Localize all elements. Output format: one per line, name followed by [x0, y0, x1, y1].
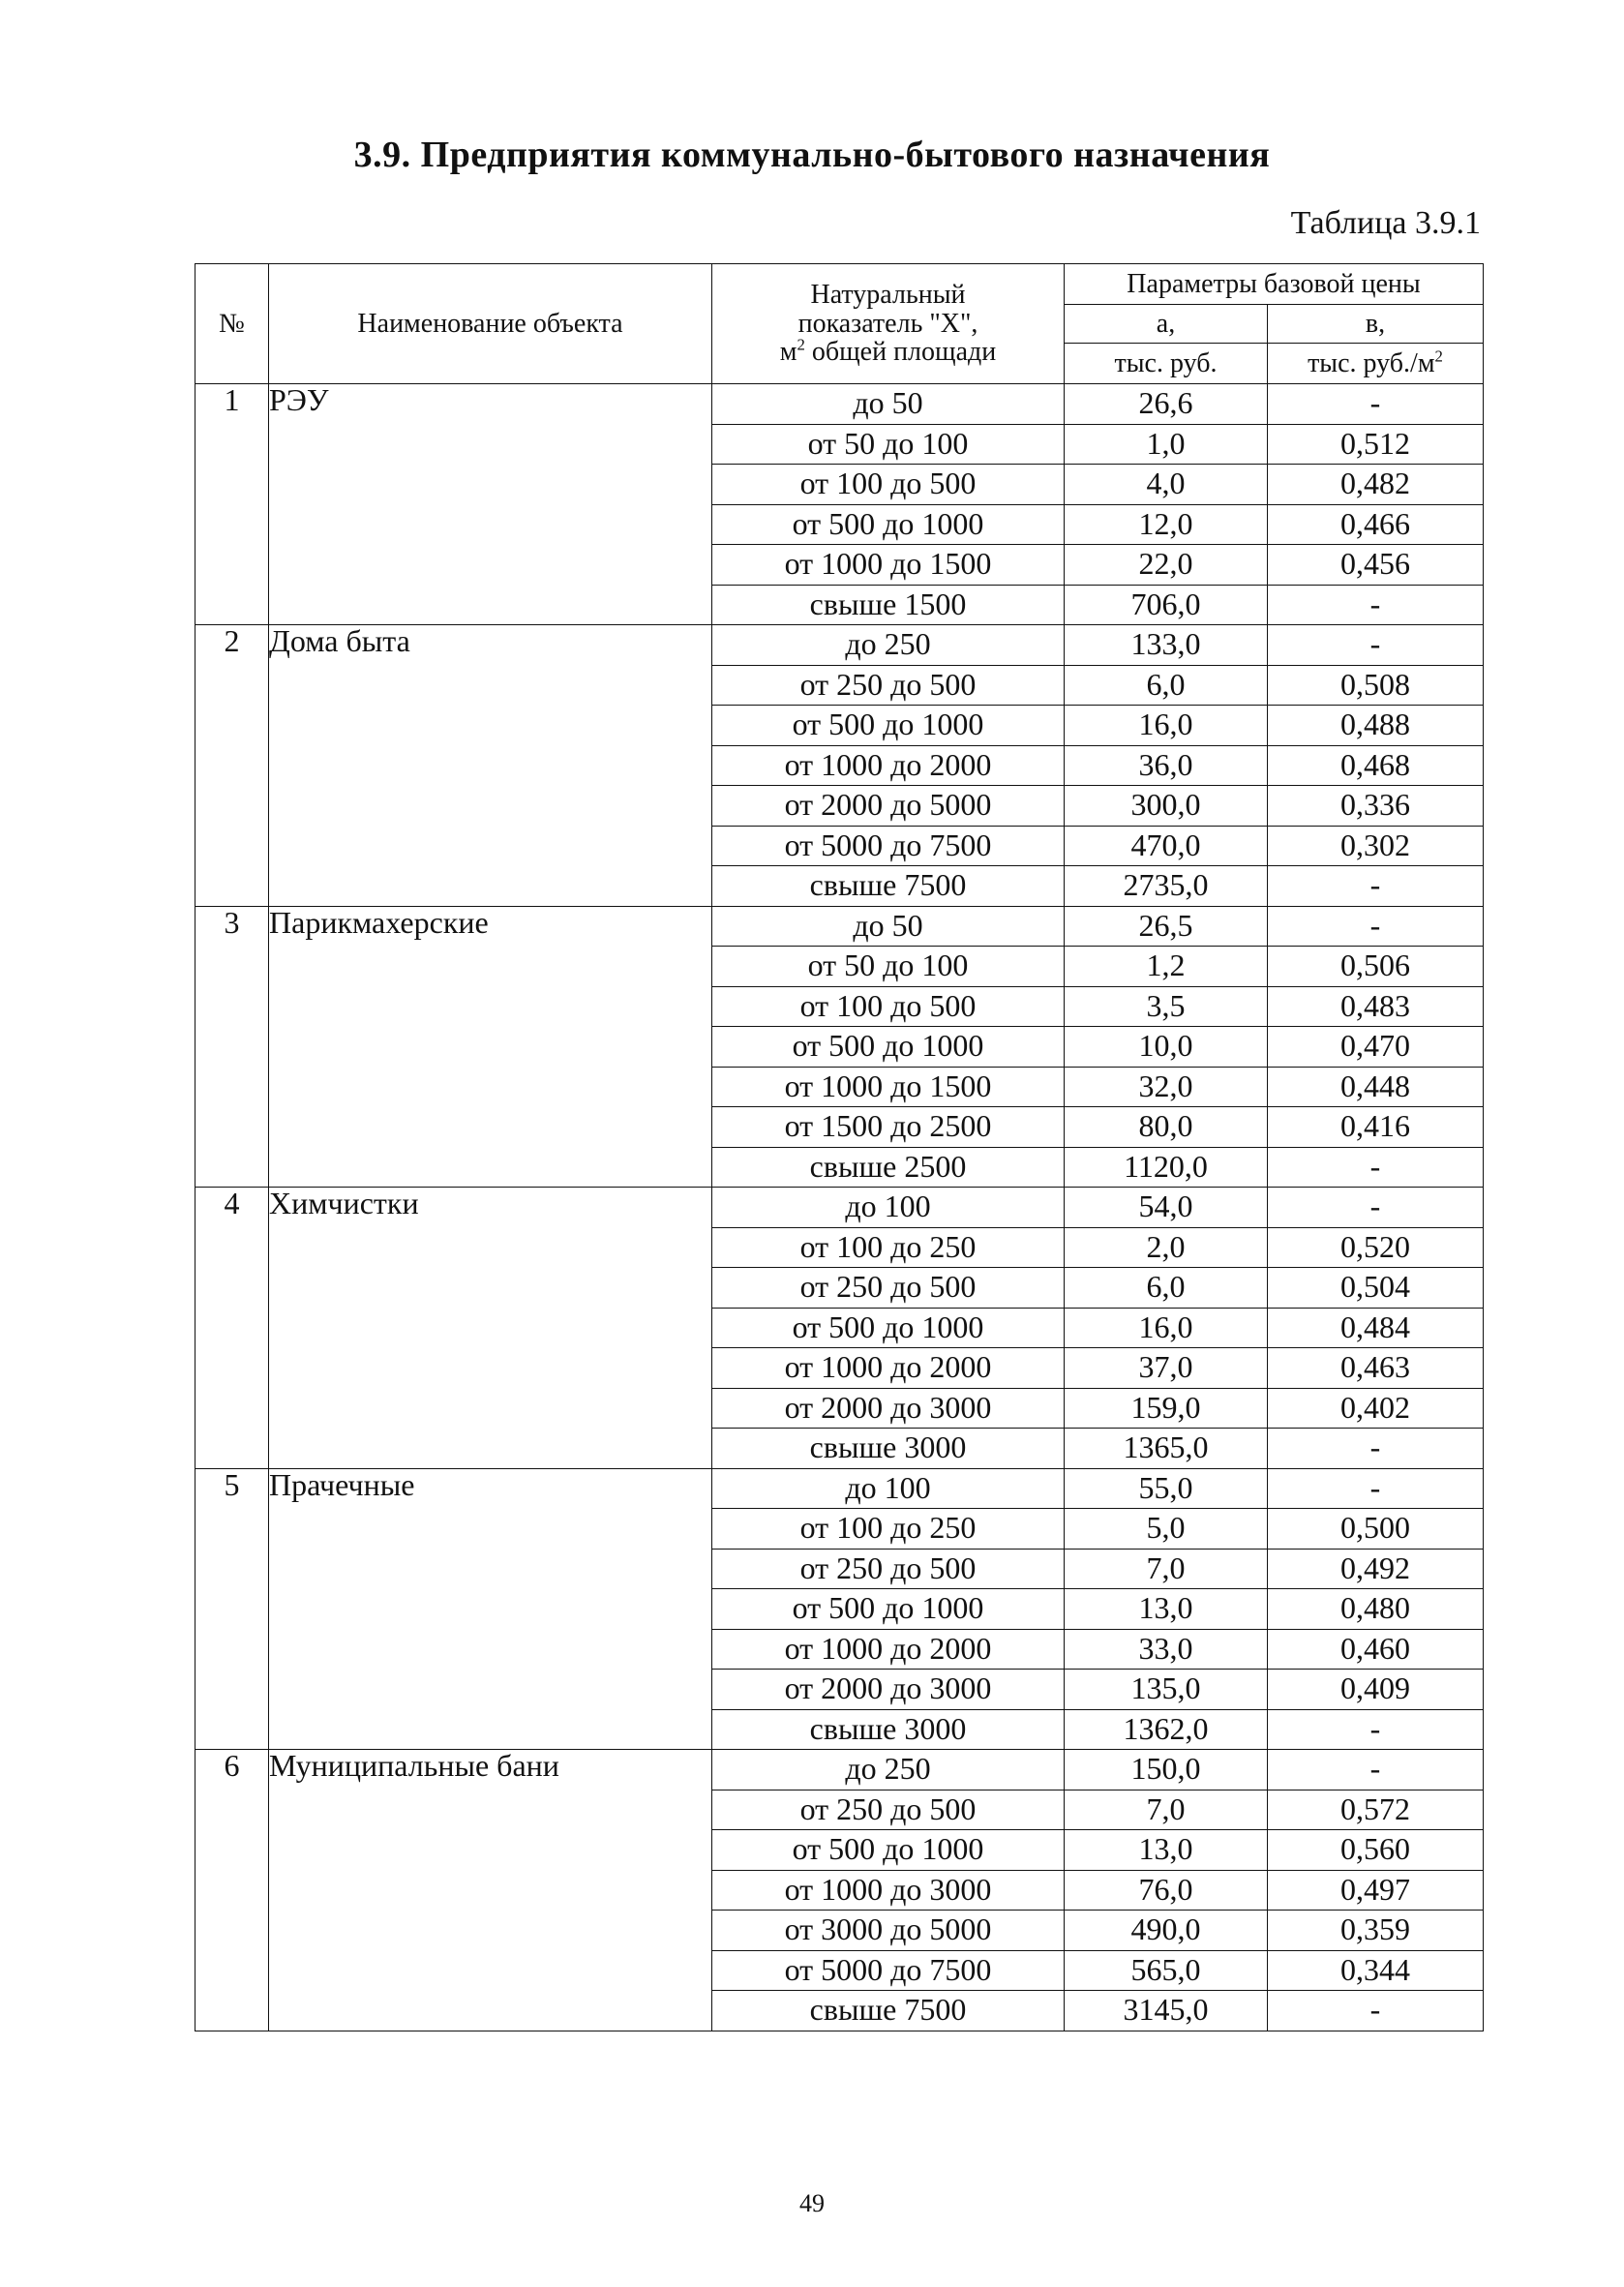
area-range: от 100 до 500 — [712, 986, 1065, 1027]
area-range: от 1000 до 2000 — [712, 1629, 1065, 1670]
param-b: - — [1268, 1147, 1484, 1188]
param-b: 0,470 — [1268, 1027, 1484, 1068]
param-b: 0,482 — [1268, 465, 1484, 505]
param-a: 159,0 — [1065, 1388, 1268, 1429]
param-b: - — [1268, 866, 1484, 907]
param-b: 0,504 — [1268, 1268, 1484, 1309]
param-a: 300,0 — [1065, 786, 1268, 827]
param-a: 13,0 — [1065, 1589, 1268, 1630]
param-b: 0,497 — [1268, 1870, 1484, 1911]
param-b: 0,488 — [1268, 706, 1484, 746]
param-a: 3,5 — [1065, 986, 1268, 1027]
table-caption: Таблица 3.9.1 — [1290, 205, 1481, 241]
param-a: 1362,0 — [1065, 1709, 1268, 1750]
param-b: - — [1268, 384, 1484, 425]
object-name: Дома быта — [269, 625, 712, 907]
header-x-line1: Натуральный — [810, 280, 966, 311]
table-row — [195, 384, 1484, 425]
param-a: 6,0 — [1065, 1268, 1268, 1309]
area-range: от 100 до 250 — [712, 1509, 1065, 1550]
area-range: от 250 до 500 — [712, 1790, 1065, 1830]
param-a: 6,0 — [1065, 665, 1268, 706]
param-a: 16,0 — [1065, 706, 1268, 746]
param-b: - — [1268, 1750, 1484, 1790]
param-a: 706,0 — [1065, 585, 1268, 625]
param-a: 7,0 — [1065, 1790, 1268, 1830]
param-b: - — [1268, 1709, 1484, 1750]
param-b: 0,302 — [1268, 826, 1484, 866]
object-name: РЭУ — [269, 384, 712, 625]
param-b: 0,512 — [1268, 424, 1484, 465]
area-range: от 100 до 500 — [712, 465, 1065, 505]
param-b: 0,344 — [1268, 1950, 1484, 1991]
param-a: 133,0 — [1065, 625, 1268, 666]
param-a: 80,0 — [1065, 1107, 1268, 1148]
area-range: от 3000 до 5000 — [712, 1911, 1065, 1951]
header-a: а, — [1065, 305, 1268, 344]
area-range: от 50 до 100 — [712, 424, 1065, 465]
header-no: № — [195, 264, 269, 384]
param-b: 0,456 — [1268, 545, 1484, 586]
header-natural-indicator — [712, 264, 1065, 384]
param-b: 0,468 — [1268, 745, 1484, 786]
area-range: свыше 7500 — [712, 1991, 1065, 2031]
area-range: от 1000 до 2000 — [712, 1348, 1065, 1389]
area-range: до 50 — [712, 906, 1065, 947]
area-range: свыше 3000 — [712, 1429, 1065, 1469]
area-range: от 500 до 1000 — [712, 706, 1065, 746]
object-name: Химчистки — [269, 1188, 712, 1469]
page-title: 3.9. Предприятия коммунально-бытового назначения — [353, 135, 1271, 175]
param-b: 0,409 — [1268, 1670, 1484, 1710]
param-a: 54,0 — [1065, 1188, 1268, 1228]
area-range: до 250 — [712, 1750, 1065, 1790]
param-b: 0,508 — [1268, 665, 1484, 706]
param-b: 0,460 — [1268, 1629, 1484, 1670]
param-a: 470,0 — [1065, 826, 1268, 866]
param-b: 0,336 — [1268, 786, 1484, 827]
row-number: 2 — [195, 625, 269, 907]
row-number: 4 — [195, 1188, 269, 1469]
param-a: 32,0 — [1065, 1067, 1268, 1107]
param-a: 13,0 — [1065, 1830, 1268, 1871]
param-b: - — [1268, 585, 1484, 625]
param-a: 4,0 — [1065, 465, 1268, 505]
param-b: 0,463 — [1268, 1348, 1484, 1389]
param-b: 0,480 — [1268, 1589, 1484, 1630]
header-x-sup: 2 — [797, 335, 805, 354]
price-table — [195, 263, 1484, 2031]
param-a: 10,0 — [1065, 1027, 1268, 1068]
area-range: от 1000 до 3000 — [712, 1870, 1065, 1911]
param-b: 0,492 — [1268, 1549, 1484, 1589]
param-a: 22,0 — [1065, 545, 1268, 586]
param-a: 135,0 — [1065, 1670, 1268, 1710]
param-a: 3145,0 — [1065, 1991, 1268, 2031]
row-number: 3 — [195, 906, 269, 1188]
area-range: от 100 до 250 — [712, 1227, 1065, 1268]
object-name: Прачечные — [269, 1468, 712, 1750]
param-b: - — [1268, 1468, 1484, 1509]
header-name: Наименование объекта — [269, 264, 712, 384]
row-number: 5 — [195, 1468, 269, 1750]
object-name: Парикмахерские — [269, 906, 712, 1188]
row-number: 6 — [195, 1750, 269, 2031]
param-a: 55,0 — [1065, 1468, 1268, 1509]
param-a: 16,0 — [1065, 1308, 1268, 1348]
param-b: 0,484 — [1268, 1308, 1484, 1348]
header-a-unit: тыс. руб. — [1065, 344, 1268, 384]
area-range: от 250 до 500 — [712, 665, 1065, 706]
table-header — [195, 264, 1484, 384]
area-range: от 50 до 100 — [712, 947, 1065, 987]
param-a: 1,2 — [1065, 947, 1268, 987]
area-range: от 500 до 1000 — [712, 504, 1065, 545]
header-base-price-params: Параметры базовой цены — [1065, 264, 1484, 305]
param-a: 33,0 — [1065, 1629, 1268, 1670]
area-range: от 500 до 1000 — [712, 1589, 1065, 1630]
area-range: до 250 — [712, 625, 1065, 666]
area-range: от 500 до 1000 — [712, 1830, 1065, 1871]
header-x-unit: м — [779, 337, 797, 368]
param-b: 0,560 — [1268, 1830, 1484, 1871]
param-a: 150,0 — [1065, 1750, 1268, 1790]
area-range: от 500 до 1000 — [712, 1308, 1065, 1348]
row-number: 1 — [195, 384, 269, 625]
param-b: 0,448 — [1268, 1067, 1484, 1107]
area-range: от 500 до 1000 — [712, 1027, 1065, 1068]
param-b: 0,402 — [1268, 1388, 1484, 1429]
param-a: 5,0 — [1065, 1509, 1268, 1550]
table-row — [195, 1750, 1484, 1790]
table-row — [195, 1468, 1484, 1509]
param-b: - — [1268, 1188, 1484, 1228]
area-range: свыше 1500 — [712, 585, 1065, 625]
area-range: свыше 3000 — [712, 1709, 1065, 1750]
area-range: от 5000 до 7500 — [712, 826, 1065, 866]
param-b: 0,520 — [1268, 1227, 1484, 1268]
param-b: - — [1268, 1991, 1484, 2031]
page-number: 49 — [799, 2189, 825, 2217]
param-a: 37,0 — [1065, 1348, 1268, 1389]
param-b: 0,572 — [1268, 1790, 1484, 1830]
header-b-unit-text: тыс. руб./м — [1308, 347, 1435, 378]
header-x-rest: общей площади — [804, 337, 997, 368]
param-b: 0,416 — [1268, 1107, 1484, 1148]
header-b: в, — [1268, 305, 1484, 344]
area-range: от 1000 до 2000 — [712, 745, 1065, 786]
table-body — [195, 384, 1484, 2031]
param-a: 2735,0 — [1065, 866, 1268, 907]
table-row — [195, 625, 1484, 666]
area-range: от 250 до 500 — [712, 1268, 1065, 1309]
header-x-line2: показатель "Х", — [797, 308, 978, 339]
area-range: от 250 до 500 — [712, 1549, 1065, 1589]
area-range: от 2000 до 3000 — [712, 1670, 1065, 1710]
area-range: от 5000 до 7500 — [712, 1950, 1065, 1991]
param-a: 490,0 — [1065, 1911, 1268, 1951]
table-row — [195, 906, 1484, 947]
param-a: 76,0 — [1065, 1870, 1268, 1911]
header-b-unit-sup: 2 — [1434, 346, 1443, 366]
param-a: 36,0 — [1065, 745, 1268, 786]
header-b-unit — [1268, 344, 1484, 384]
param-a: 1120,0 — [1065, 1147, 1268, 1188]
param-a: 1,0 — [1065, 424, 1268, 465]
param-b: 0,506 — [1268, 947, 1484, 987]
table-row — [195, 1188, 1484, 1228]
area-range: до 50 — [712, 384, 1065, 425]
area-range: от 1000 до 1500 — [712, 1067, 1065, 1107]
area-range: до 100 — [712, 1188, 1065, 1228]
param-a: 26,6 — [1065, 384, 1268, 425]
area-range: от 1500 до 2500 — [712, 1107, 1065, 1148]
param-b: 0,500 — [1268, 1509, 1484, 1550]
area-range: от 2000 до 3000 — [712, 1388, 1065, 1429]
param-a: 1365,0 — [1065, 1429, 1268, 1469]
param-a: 565,0 — [1065, 1950, 1268, 1991]
param-a: 12,0 — [1065, 504, 1268, 545]
object-name: Муниципальные бани — [269, 1750, 712, 2031]
param-a: 2,0 — [1065, 1227, 1268, 1268]
param-b: - — [1268, 625, 1484, 666]
param-a: 7,0 — [1065, 1549, 1268, 1589]
area-range: до 100 — [712, 1468, 1065, 1509]
param-b: 0,359 — [1268, 1911, 1484, 1951]
area-range: свыше 2500 — [712, 1147, 1065, 1188]
param-b: - — [1268, 906, 1484, 947]
area-range: от 1000 до 1500 — [712, 545, 1065, 586]
area-range: свыше 7500 — [712, 866, 1065, 907]
param-b: 0,483 — [1268, 986, 1484, 1027]
param-b: - — [1268, 1429, 1484, 1469]
area-range: от 2000 до 5000 — [712, 786, 1065, 827]
param-a: 26,5 — [1065, 906, 1268, 947]
param-b: 0,466 — [1268, 504, 1484, 545]
